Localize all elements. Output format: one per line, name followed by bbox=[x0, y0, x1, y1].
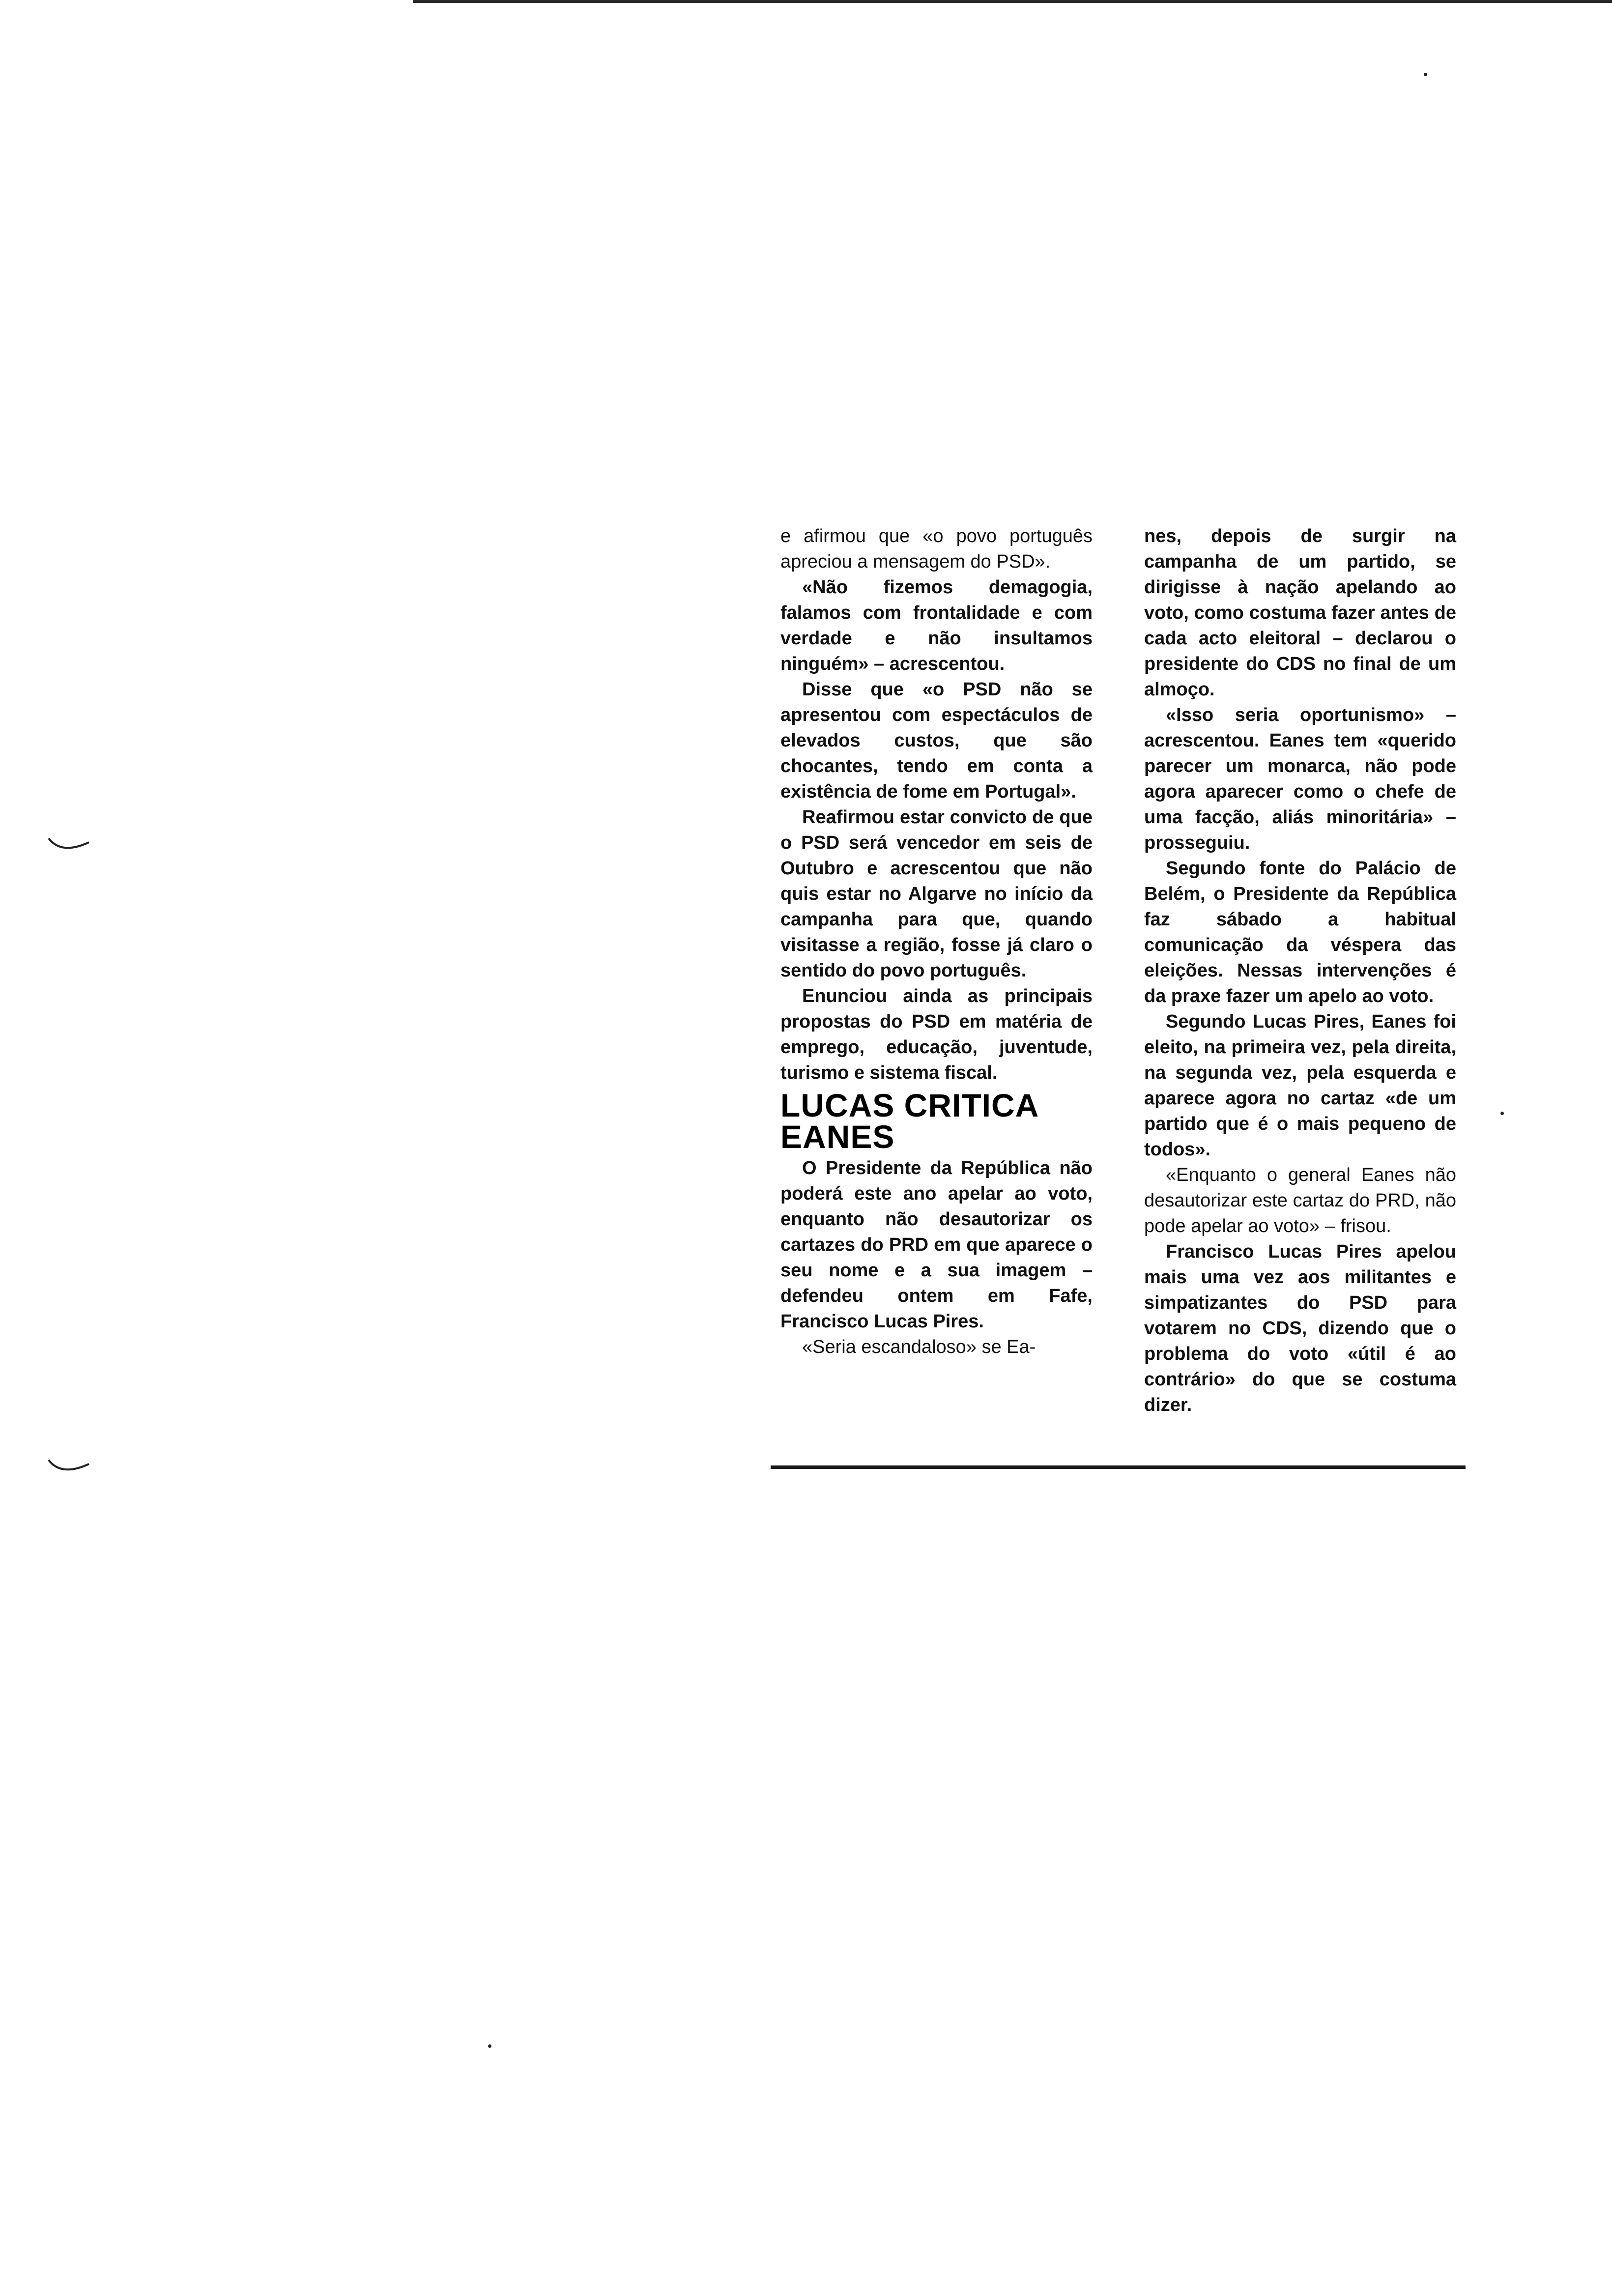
paragraph: «Enquanto o general Eanes não desautorizar este cartaz do PRD, não pode apelar ao voto» – frisou. bbox=[1144, 1165, 1456, 1236]
paragraph: Disse que «o PSD não se apresentou com espectáculos de elevados custos, que são chocantes, tendo em conta a existência de fome em Portugal». bbox=[780, 679, 1093, 802]
scan-speck bbox=[488, 2044, 491, 2048]
top-rule bbox=[413, 0, 1612, 3]
newspaper-clipping bbox=[780, 523, 1464, 1469]
article-column-right bbox=[1144, 523, 1456, 1418]
paragraph: Segundo Lucas Pires, Eanes foi eleito, na primeira vez, pela direita, na segunda vez, pela esquerda e aparece agora no cartaz «de um partido que é o mais pequeno de todos». bbox=[1144, 1011, 1456, 1160]
scan-speck bbox=[1424, 73, 1427, 76]
paragraph: «Isso seria oportunismo» – acrescentou. Eanes tem «querido parecer um monarca, não pode agora aparecer como o chefe de uma facção, aliás minoritária» – prosseguiu. bbox=[1144, 705, 1456, 853]
paragraph: Enunciou ainda as principais propostas do PSD em matéria de emprego, educação, juventude, turismo e sistema fiscal. bbox=[780, 986, 1093, 1083]
article-column-left bbox=[780, 523, 1093, 1360]
paragraph: «Não fizemos demagogia, falamos com frontalidade e com verdade e não insultamos ninguém» – acrescentou. bbox=[780, 577, 1093, 674]
article-headline: LUCAS CRITICA EANES bbox=[780, 1087, 1038, 1155]
paragraph: Reafirmou estar convicto de que o PSD será vencedor em seis de Outubro e acrescentou que não quis estar no Algarve no início da campanha para que, quando visitasse a região, fosse já claro o sentido do povo português. bbox=[780, 807, 1093, 981]
scan-speck bbox=[1500, 1112, 1504, 1115]
bottom-rule bbox=[771, 1465, 1466, 1469]
paragraph: O Presidente da República não poderá este ano apelar ao voto, enquanto não desautorizar os cartazes do PRD em que aparece o seu nome e a sua imagem – defendeu ontem em Fafe, Francisco Lucas Pires. bbox=[780, 1158, 1093, 1332]
scan-mark-upper bbox=[47, 835, 91, 855]
paragraph: «Seria escandaloso» se Ea- bbox=[802, 1337, 1036, 1357]
paragraph: e afirmou que «o povo português apreciou a mensagem do PSD». bbox=[780, 526, 1093, 572]
paragraph: Francisco Lucas Pires apelou mais uma vez aos militantes e simpatizantes do PSD para votarem no CDS, dizendo que o problema do voto «útil é ao contrário» do que se costuma dizer. bbox=[1144, 1241, 1456, 1415]
paragraph: nes, depois de surgir na campanha de um partido, se dirigisse à nação apelando ao voto, como costuma fazer antes de cada acto eleitoral – declarou o presidente do CDS no final de um almoço. bbox=[1144, 526, 1456, 700]
scan-mark-lower bbox=[47, 1457, 91, 1477]
paragraph: Segundo fonte do Palácio de Belém, o Presidente da República faz sábado a habitual comunicação da véspera das eleições. Nessas intervenções é da praxe fazer um apelo ao voto. bbox=[1144, 858, 1456, 1006]
